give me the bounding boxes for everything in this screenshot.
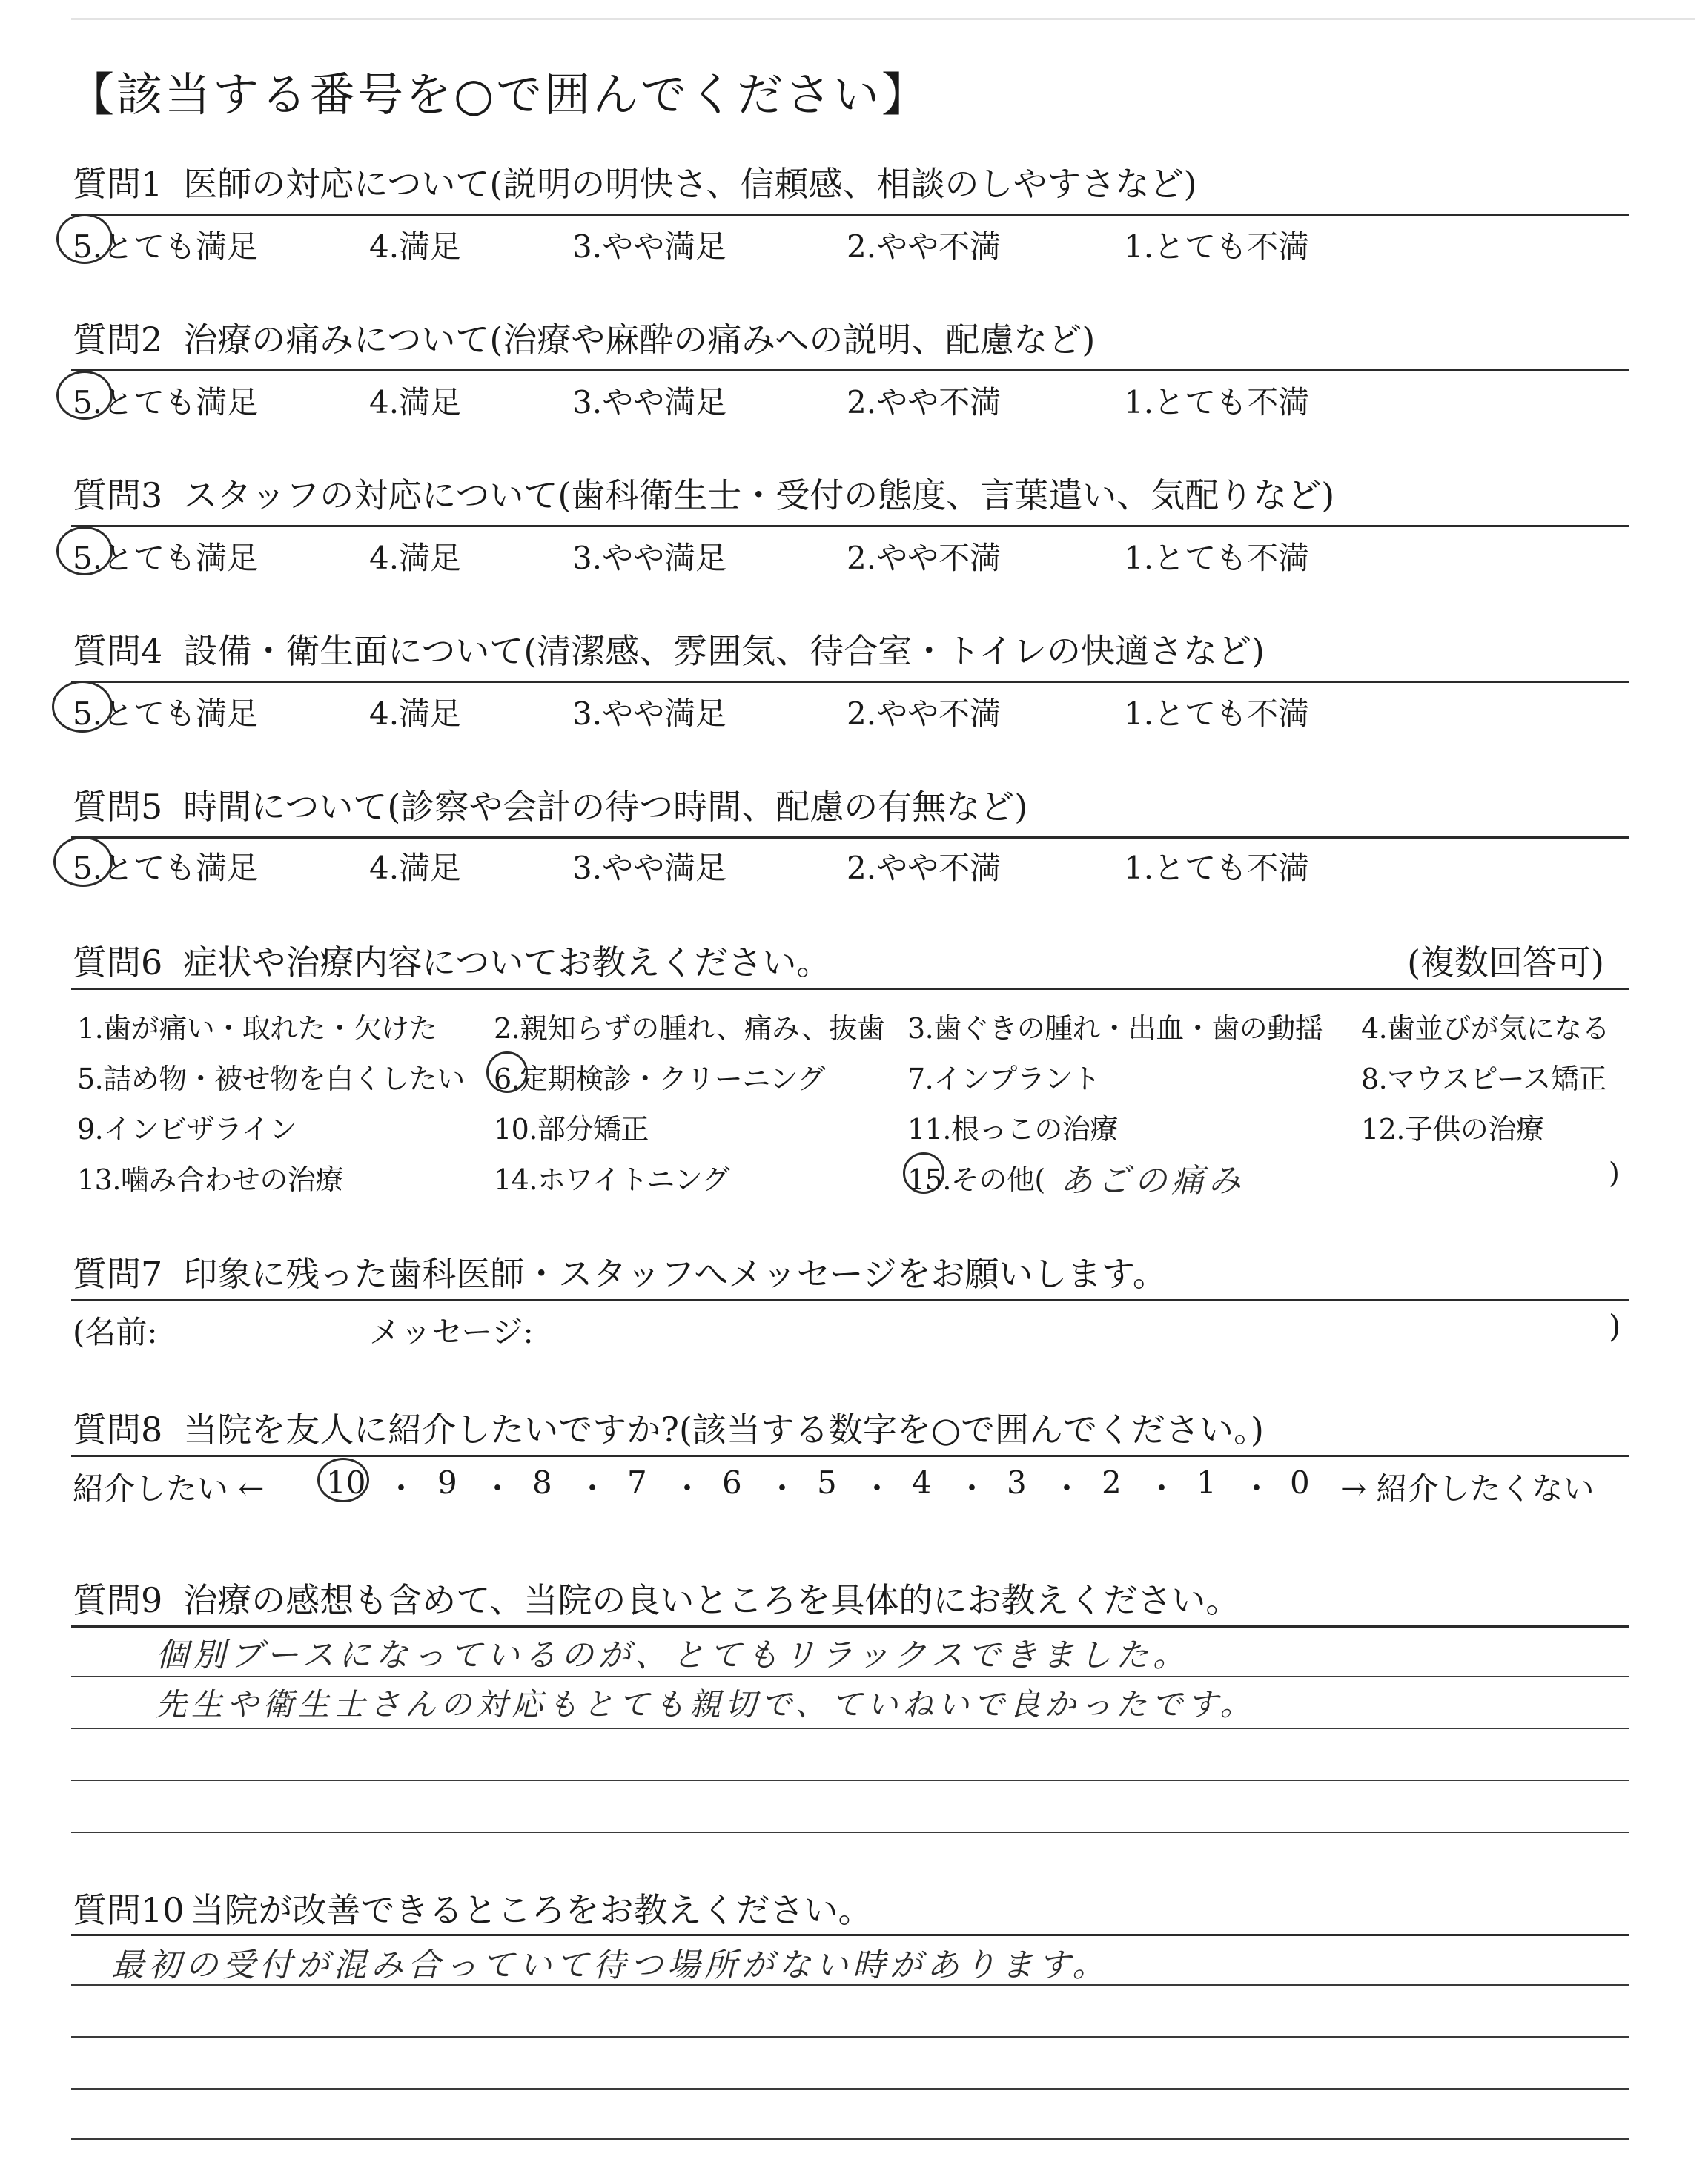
q4-option-2[interactable]: 2.やや不満 [847, 696, 1002, 732]
recommend-value-7[interactable]: 7 [627, 1464, 647, 1501]
question-5-heading [73, 780, 1027, 829]
q7-name-label: (名前: [73, 1314, 158, 1350]
symptom-option-7[interactable]: 7.インプラント [907, 1063, 1101, 1095]
recommend-value-5[interactable]: 5 [817, 1464, 837, 1501]
question-4-heading [73, 624, 1265, 673]
recommend-value-0[interactable]: 0 [1290, 1464, 1310, 1501]
question-8-number: 質問8 [73, 1410, 163, 1450]
question-7-number: 質問7 [73, 1254, 163, 1294]
question-10-number: 質問10 [73, 1890, 185, 1930]
q7-close-paren: ) [1609, 1308, 1621, 1344]
q4-option-4[interactable]: 4.満足 [369, 696, 462, 732]
recommend-value-1[interactable]: 1 [1196, 1464, 1217, 1501]
symptom-option-14[interactable]: 14.ホワイトニング [494, 1163, 730, 1196]
question-10-text: 当院が改善できるところをお教えください。 [190, 1890, 873, 1930]
symptom-option-5[interactable]: 5.詰め物・被せ物を白くしたい [77, 1063, 465, 1095]
question-9-text: 治療の感想も含めて、当院の良いところを具体的にお教えください。 [183, 1580, 1240, 1620]
recommend-separator: ・ [1051, 1470, 1083, 1507]
q3-option-1[interactable]: 1.とても不満 [1124, 540, 1310, 576]
q2-option-1[interactable]: 1.とても不満 [1124, 384, 1310, 420]
question-3-number: 質問3 [73, 475, 163, 515]
question-1-heading [73, 157, 1196, 206]
question-7-text: 印象に残った歯科医師・スタッフへメッセージをお願いします。 [183, 1254, 1167, 1294]
recommend-separator: ・ [577, 1470, 609, 1507]
page-title: 【該当する番号を○で囲んでください】 [68, 67, 930, 122]
symptom-option-1[interactable]: 1.歯が痛い・取れた・欠けた [77, 1012, 437, 1045]
q10-writing-line [71, 1984, 1629, 1986]
question-2-heading [73, 313, 1095, 362]
recommend-separator: ・ [767, 1470, 798, 1507]
q9-answer-line-1: 個別ブースになっているのが、とてもリラックスできました。 [156, 1636, 1191, 1674]
question-2-rule [71, 369, 1629, 371]
q2-option-4[interactable]: 4.満足 [369, 384, 462, 420]
q3-option-4[interactable]: 4.満足 [369, 540, 462, 576]
q9-writing-line [71, 1676, 1629, 1677]
q10-writing-line [71, 2036, 1629, 2038]
recommend-value-6[interactable]: 6 [722, 1464, 742, 1501]
recommend-value-9[interactable]: 9 [437, 1464, 457, 1501]
q10-answer-line-1: 最初の受付が混み合っていて待つ場所がない時があります。 [111, 1946, 1110, 1984]
question-6-rule [71, 988, 1629, 990]
recommend-scale-left-label: 紹介したい ← [73, 1470, 265, 1507]
q10-writing-line [71, 2138, 1629, 2140]
question-9-rule [71, 1625, 1629, 1628]
recommend-value-3[interactable]: 3 [1007, 1464, 1027, 1501]
symptom-option-10[interactable]: 10.部分矯正 [494, 1113, 649, 1146]
recommend-value-2[interactable]: 2 [1102, 1464, 1122, 1501]
question-8-heading [73, 1403, 1264, 1452]
q4-option-3[interactable]: 3.やや満足 [572, 696, 727, 732]
recommend-value-4[interactable]: 4 [912, 1464, 932, 1501]
question-9-heading [73, 1573, 1239, 1622]
question-4-rule [71, 681, 1629, 683]
q9-writing-line [71, 1728, 1629, 1729]
symptom-option-9[interactable]: 9.インビザライン [77, 1113, 297, 1146]
q1-option-2[interactable]: 2.やや不満 [847, 228, 1002, 265]
q1-option-1[interactable]: 1.とても不満 [1124, 228, 1310, 265]
question-7-rule [71, 1299, 1629, 1301]
question-6-number: 質問6 [73, 942, 163, 982]
recommend-scale-right-label: → 紹介したくない [1340, 1470, 1595, 1507]
question-1-rule [71, 214, 1629, 216]
page-top-edge [71, 18, 1695, 20]
q1-option-3[interactable]: 3.やや満足 [572, 228, 727, 265]
q3-option-3[interactable]: 3.やや満足 [572, 540, 727, 576]
symptom-option-15[interactable]: 15.その他( [907, 1163, 1045, 1196]
symptom-option-11[interactable]: 11.根っこの治療 [907, 1113, 1118, 1146]
question-1-number: 質問1 [73, 164, 163, 204]
question-10-rule [71, 1934, 1629, 1936]
q5-option-1[interactable]: 1.とても不満 [1124, 850, 1310, 886]
question-3-heading [73, 469, 1334, 518]
q2-option-5[interactable]: 5.とても満足 [73, 384, 259, 420]
q5-option-2[interactable]: 2.やや不満 [847, 850, 1002, 886]
symptom-option-13[interactable]: 13.噛み合わせの治療 [77, 1163, 343, 1196]
question-1-text: 医師の対応について(説明の明快さ、信頼感、相談のしやすさなど) [183, 164, 1197, 204]
question-4-text: 設備・衛生面について(清潔感、雰囲気、待合室・トイレの快適さなど) [183, 631, 1265, 671]
symptom-option-12[interactable]: 12.子供の治療 [1361, 1113, 1544, 1146]
recommend-separator: ・ [672, 1470, 704, 1507]
recommend-separator: ・ [1146, 1470, 1178, 1507]
q7-message-label: メッセージ: [369, 1314, 534, 1350]
q9-answer-line-2: 先生や衛生士さんの対応もとても親切で、ていねいで良かったです。 [156, 1686, 1256, 1723]
recommend-separator: ・ [956, 1470, 988, 1507]
q3-option-5[interactable]: 5.とても満足 [73, 540, 259, 576]
q1-option-5[interactable]: 5.とても満足 [73, 228, 259, 265]
q2-option-2[interactable]: 2.やや不満 [847, 384, 1002, 420]
q5-option-4[interactable]: 4.満足 [369, 850, 462, 886]
q2-option-3[interactable]: 3.やや満足 [572, 384, 727, 420]
question-9-number: 質問9 [73, 1580, 163, 1620]
question-8-text: 当院を友人に紹介したいですか?(該当する数字を○で囲んでください。) [183, 1410, 1264, 1450]
question-8-rule [71, 1455, 1629, 1457]
q10-writing-line [71, 2088, 1629, 2090]
recommend-separator: ・ [482, 1470, 514, 1507]
symptom-option-2[interactable]: 2.親知らずの腫れ、痛み、抜歯 [494, 1012, 885, 1045]
symptom-other-handwritten[interactable]: あごの痛み [1060, 1162, 1245, 1200]
q9-writing-line [71, 1780, 1629, 1781]
q4-option-5[interactable]: 5.とても満足 [73, 696, 259, 732]
recommend-separator: ・ [385, 1470, 417, 1507]
recommend-value-10[interactable]: 10 [326, 1464, 366, 1501]
symptom-option-8[interactable]: 8.マウスピース矯正 [1361, 1063, 1606, 1095]
q5-option-5[interactable]: 5.とても満足 [73, 850, 259, 886]
symptom-option-4[interactable]: 4.歯並びが気になる [1361, 1012, 1610, 1045]
question-3-text: スタッフの対応について(歯科衛生士・受付の態度、言葉遣い、気配りなど) [183, 475, 1335, 515]
recommend-value-8[interactable]: 8 [532, 1464, 552, 1501]
question-10-heading [73, 1883, 873, 1932]
question-5-number: 質問5 [73, 787, 163, 827]
symptom-option-6[interactable]: 6.定期検診・クリーニング [494, 1063, 825, 1095]
question-6-note: (複数回答可) [1407, 942, 1604, 982]
recommend-separator: ・ [861, 1470, 893, 1507]
symptom-option-3[interactable]: 3.歯ぐきの腫れ・出血・歯の動揺 [907, 1012, 1323, 1045]
q5-option-3[interactable]: 3.やや満足 [572, 850, 727, 886]
question-3-rule [71, 525, 1629, 527]
q1-option-4[interactable]: 4.満足 [369, 228, 462, 265]
question-2-number: 質問2 [73, 320, 163, 360]
question-5-text: 時間について(診察や会計の待つ時間、配慮の有無など) [183, 787, 1028, 827]
recommend-separator: ・ [1241, 1470, 1273, 1507]
question-4-number: 質問4 [73, 631, 163, 671]
question-5-rule [71, 836, 1629, 839]
question-2-text: 治療の痛みについて(治療や麻酔の痛みへの説明、配慮など) [183, 320, 1096, 360]
question-7-heading [73, 1247, 1167, 1296]
question-6-heading [73, 936, 830, 985]
question-6-text: 症状や治療内容についてお教えください。 [183, 942, 831, 982]
q3-option-2[interactable]: 2.やや不満 [847, 540, 1002, 576]
symptom-other-close-paren: ) [1609, 1157, 1620, 1189]
q9-writing-line [71, 1832, 1629, 1833]
q4-option-1[interactable]: 1.とても不満 [1124, 696, 1310, 732]
